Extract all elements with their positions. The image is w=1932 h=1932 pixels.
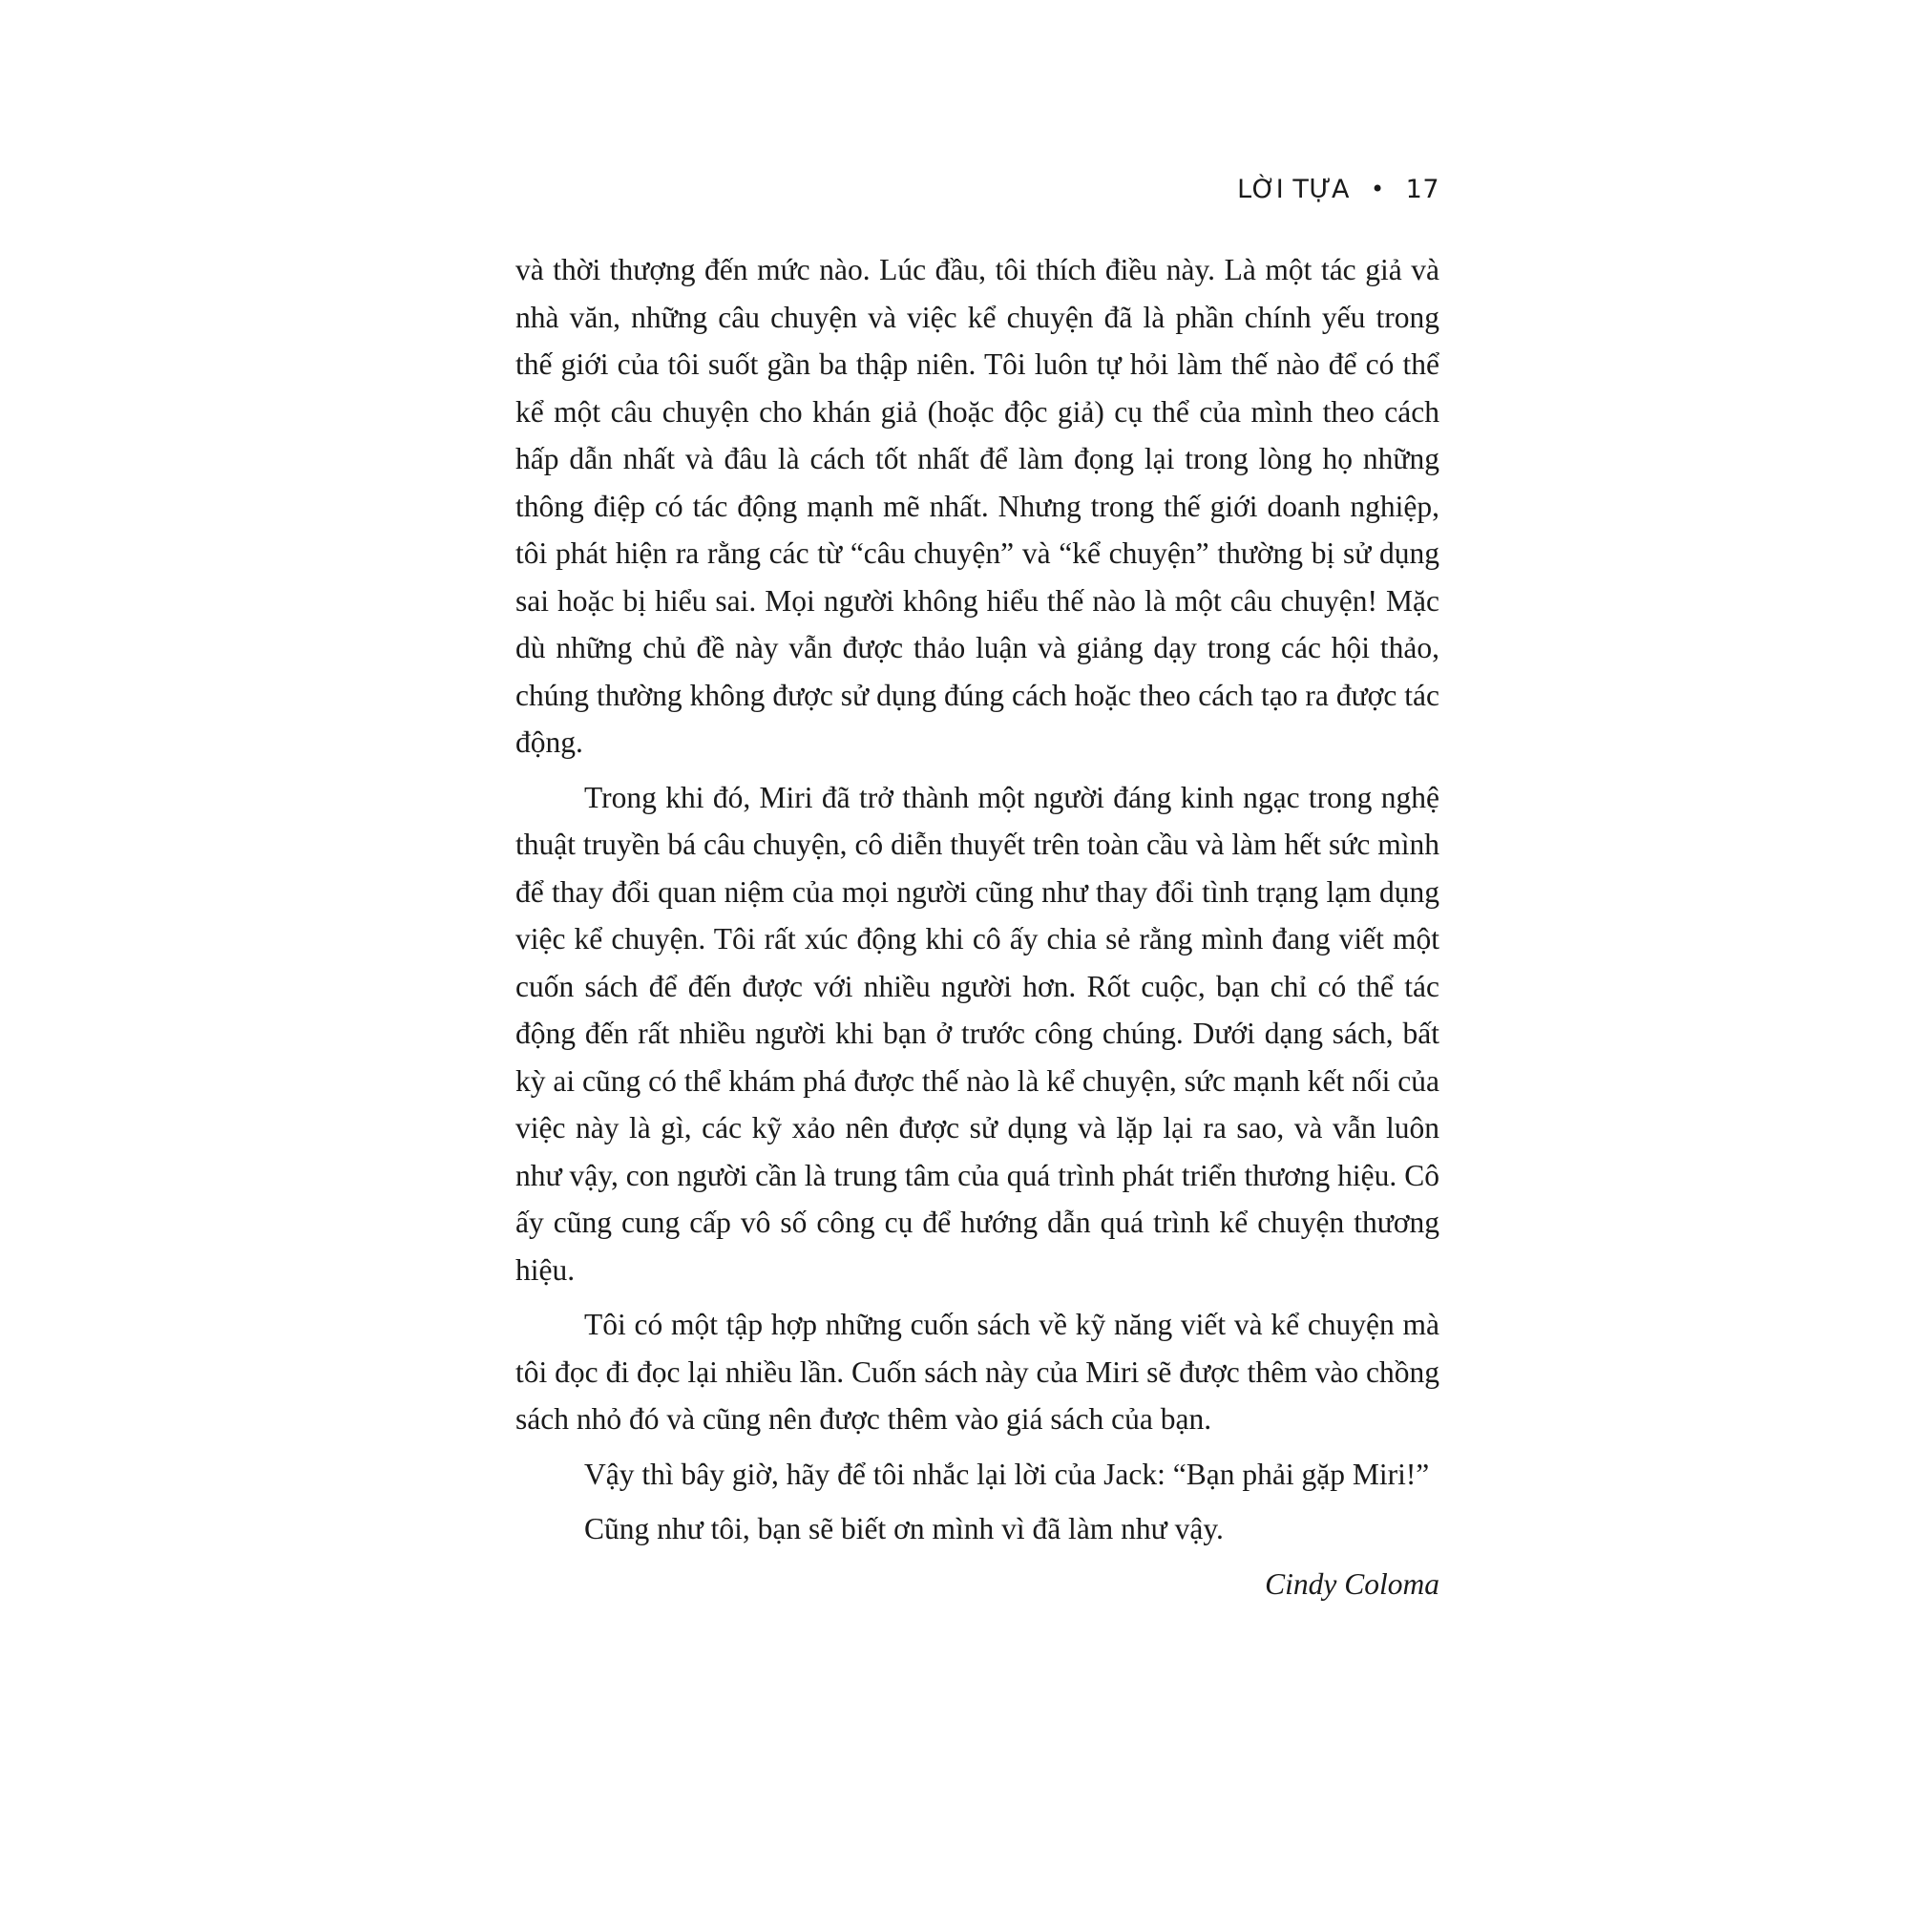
paragraph-4: Vậy thì bây giờ, hãy để tôi nhắc lại lời của Jack: “Bạn phải gặp Miri!” xyxy=(584,1457,1430,1491)
paragraph-1: và thời thượng đến mức nào. Lúc đầu, tôi thích điều này. Là một tác giả và nhà văn, những câu chuyện và việc kể chuyện đã là phần chính yếu trong thế giới của tôi suốt gần ba thập niên. Tôi luôn tự hỏi làm thế nào để có thể kể một câu chuyện cho khán giả (hoặc độc giả) cụ thể của mình theo cách hấp dẫn nhất và đâu là cách tốt nhất để làm đọng lại trong lòng họ những thông điệp có tác động mạnh mẽ nhất. Nhưng trong thế giới doanh nghiệp, tôi phát hiện ra rằng các từ “câu chuyện” và “kể chuyện” thường bị sử dụng sai hoặc bị hiểu sai. Mọi người không hiểu thế nào là một câu chuyện! Mặc dù những chủ đề này vẫn được thảo luận và giảng dạy trong các hội thảo, chúng thường không được sử dụng đúng cách hoặc theo cách tạo ra được tác động. xyxy=(515,253,1439,759)
paragraph-3: Tôi có một tập hợp những cuốn sách về kỹ năng viết và kể chuyện mà tôi đọc đi đọc lại nhiều lần. Cuốn sách này của Miri sẽ được thêm vào chồng sách nhỏ đó và cũng nên được thêm vào giá sách của bạn. xyxy=(515,1308,1439,1436)
author-signature: Cindy Coloma xyxy=(1265,1566,1439,1601)
header-bullet: • xyxy=(1370,176,1385,202)
page-number: 17 xyxy=(1405,174,1439,204)
paragraph-2: Trong khi đó, Miri đã trở thành một người đáng kinh ngạc trong nghệ thuật truyền bá câu chuyện, cô diễn thuyết trên toàn cầu và làm hết sức mình để thay đổi quan niệm của mọi người cũng như thay đổi tình trạng lạm dụng việc kể chuyện. Tôi rất xúc động khi cô ấy chia sẻ rằng mình đang viết một cuốn sách để đến được với nhiều người hơn. Rốt cuộc, bạn chỉ có thể tác động đến rất nhiều người khi bạn ở trước công chúng. Dưới dạng sách, bất kỳ ai cũng có thể khám phá được thế nào là kể chuyện, sức mạnh kết nối của việc này là gì, các kỹ xảo nên được sử dụng và lặp lại ra sao, và vẫn luôn như vậy, con người cần là trung tâm của quá trình phát triển thương hiệu. Cô ấy cũng cung cấp vô số công cụ để hướng dẫn quá trình kể chuyện thương hiệu. xyxy=(515,780,1439,1287)
body-text xyxy=(515,246,1439,1615)
paragraph-5: Cũng như tôi, bạn sẽ biết ơn mình vì đã làm như vậy. xyxy=(584,1512,1224,1545)
section-title: LỜI TỰA xyxy=(1237,174,1350,204)
running-header xyxy=(1231,170,1439,208)
